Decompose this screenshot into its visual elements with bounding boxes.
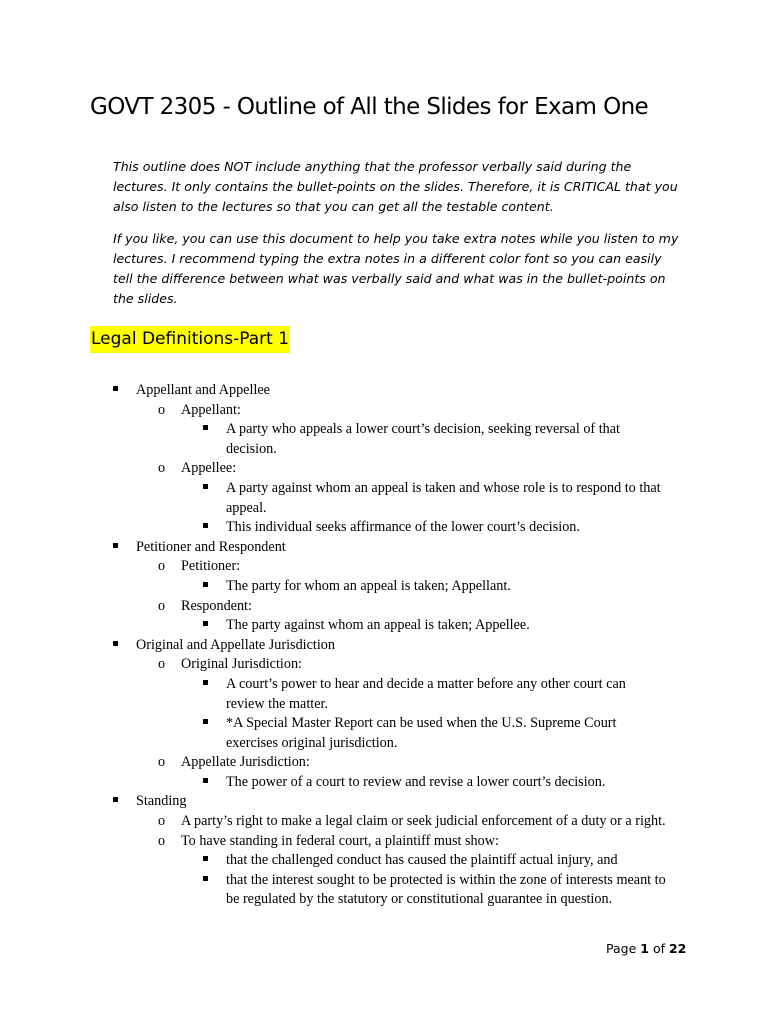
square-bullet-icon (203, 420, 208, 440)
outline-item-text: Appellant: (181, 401, 241, 418)
outline-item-level-2 (0, 557, 768, 577)
circle-bullet-icon: o (158, 832, 166, 849)
outline-item-text: The party for whom an appeal is taken; Appellant. (226, 577, 511, 594)
square-bullet-icon (113, 792, 118, 812)
outline-item-text: Petitioner and Respondent (136, 538, 286, 555)
square-bullet-icon (203, 714, 208, 734)
outline-item-text: A party’s right to make a legal claim or seek judicial enforcement of a duty or a right. (181, 813, 666, 830)
outline-item-level-3 (0, 518, 666, 538)
outline-item-level-3 (0, 871, 666, 910)
outline-item-level-2 (0, 401, 768, 421)
square-bullet-icon (113, 538, 118, 558)
outline-item-text: A party who appeals a lower court’s decision, seeking reversal of that decision. (226, 421, 620, 457)
square-bullet-icon (113, 381, 118, 401)
square-bullet-icon (203, 675, 208, 695)
outline-item-text: Appellant and Appellee (136, 382, 270, 398)
intro-paragraph-1: This outline does NOT include anything that the professor verbally said during the lectures. It only contains the bullet-points on the slides. Therefore, it is CRITICAL that you also listen to the lectures so that you can get all the testable content. (113, 159, 678, 214)
section-heading: Legal Definitions-Part 1 (90, 326, 290, 353)
outline-item-text: This individual seeks affirmance of the lower court’s decision. (226, 519, 580, 536)
outline-item-text: Appellee: (181, 460, 237, 477)
total-page-count: 22 (668, 941, 687, 956)
circle-bullet-icon: o (158, 460, 166, 477)
circle-bullet-icon: o (158, 558, 166, 575)
outline-item-level-2 (0, 459, 768, 479)
outline-item-level-2 (0, 597, 768, 617)
document-title: GOVT 2305 - Outline of All the Slides for Exam One (90, 94, 649, 120)
outline-item-level-3 (0, 851, 666, 871)
of-word: of (652, 941, 665, 956)
square-bullet-icon (203, 577, 208, 597)
outline-item-text: that the interest sought to be protected is within the zone of interests meant to be regulated by the statutory or constitutional guarantee in question. (226, 871, 666, 908)
square-bullet-icon (203, 773, 208, 793)
circle-bullet-icon: o (158, 813, 166, 830)
outline-item-level-1 (0, 381, 768, 401)
outline-item-text: A court’s power to hear and decide a matter before any other court can review the matter. (226, 675, 626, 712)
circle-bullet-icon: o (158, 401, 166, 418)
outline-item-text: To have standing in federal court, a plaintiff must show: (181, 832, 499, 849)
outline-item-text: that the challenged conduct has caused the plaintiff actual injury, and (226, 852, 618, 869)
outline-item-level-3 (0, 714, 666, 753)
outline-item-level-2 (0, 812, 768, 832)
square-bullet-icon (203, 479, 208, 499)
square-bullet-icon (203, 616, 208, 636)
outline-item-level-3 (0, 479, 666, 518)
outline-list (0, 381, 768, 910)
outline-item-text: Respondent: (181, 597, 252, 614)
circle-bullet-icon: o (158, 597, 166, 614)
page-word: Page (606, 941, 637, 956)
page-footer (606, 941, 686, 956)
square-bullet-icon (113, 636, 118, 656)
square-bullet-icon (203, 851, 208, 871)
circle-bullet-icon: o (158, 754, 166, 771)
outline-item-level-1 (0, 538, 768, 558)
circle-bullet-icon: o (158, 656, 166, 673)
outline-item-level-1 (0, 636, 768, 656)
outline-item-level-1 (0, 792, 768, 812)
outline-item-level-3 (0, 420, 666, 459)
outline-item-text: Original and Appellate Jurisdiction (136, 636, 335, 653)
outline-item-level-3 (0, 616, 666, 636)
outline-item-level-2 (0, 655, 768, 675)
outline-item-text: The party against whom an appeal is taken; Appellee. (226, 617, 530, 634)
outline-item-text: A party against whom an appeal is taken and whose role is to respond to that appeal. (226, 479, 661, 516)
outline-item-text: Standing (136, 793, 187, 810)
outline-item-level-3 (0, 773, 666, 793)
outline-item-text: The power of a court to review and revise a lower court’s decision. (226, 773, 606, 790)
outline-item-text: Petitioner: (181, 558, 241, 575)
outline-item-level-2 (0, 753, 768, 773)
current-page-number: 1 (640, 941, 649, 956)
outline-item-text: *A Special Master Report can be used when the U.S. Supreme Court exercises original jurisdiction. (226, 715, 617, 751)
outline-item-text: Original Jurisdiction: (181, 656, 302, 673)
square-bullet-icon (203, 518, 208, 538)
outline-item-text: Appellate Jurisdiction: (181, 754, 310, 771)
outline-item-level-2 (0, 832, 768, 852)
outline-item-level-3 (0, 577, 666, 597)
intro-paragraph-2: If you like, you can use this document to help you take extra notes while you listen to my lectures. I recommend typing the extra notes in a different color font so you can easily tell the difference between what was verbally said and what was in the bullet-points on the slides. (113, 231, 679, 306)
outline-item-level-3 (0, 675, 666, 714)
square-bullet-icon (203, 871, 208, 891)
